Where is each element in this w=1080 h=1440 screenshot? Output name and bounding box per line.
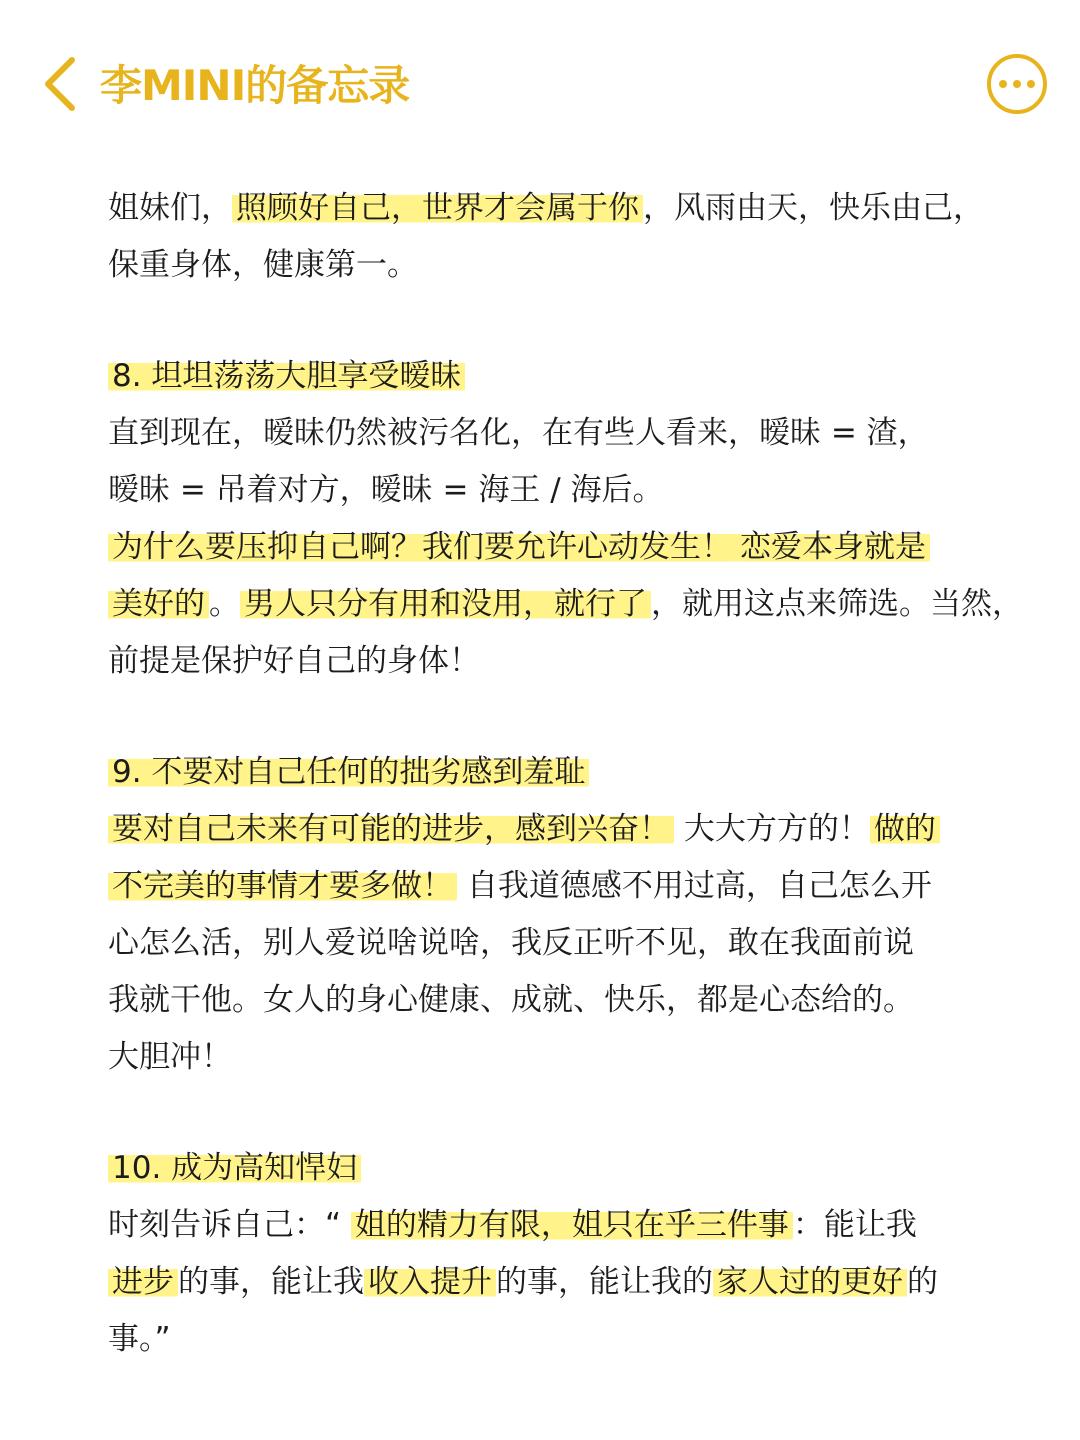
- text-line: 暧昧 = 吊着对方，暧昧 = 海王 / 海后。: [108, 472, 664, 508]
- text-span: 的事，能让我: [178, 1264, 364, 1300]
- text-line: [108, 180, 988, 237]
- highlight-text: 为什么要压抑自己啊？我们要允许心动发生！: [108, 529, 736, 565]
- text-span: 大大方方的！: [674, 811, 870, 847]
- highlight-text: 家人过的更好: [713, 1264, 907, 1300]
- text-span: ：能让我: [792, 1207, 917, 1243]
- back-button[interactable]: [34, 52, 86, 116]
- text-line: [108, 576, 1023, 633]
- section-heading-10: [108, 1140, 988, 1197]
- highlight-text: 照顾好自己，世界才会属于你: [232, 190, 643, 226]
- heading-text: 9. 不要对自己任何的拙劣感到羞耻: [108, 754, 589, 790]
- highlight-text: 恋爱本身就是: [736, 529, 930, 565]
- text-line: [108, 519, 988, 576]
- text-line: [108, 1197, 988, 1254]
- text-line: 直到现在，暧昧仍然被污名化，在有些人看来，暧昧 = 渣，: [108, 415, 929, 451]
- text-span: 自我道德感不用过高，自己怎么开: [457, 868, 932, 904]
- chevron-left-icon: [42, 56, 78, 112]
- text-line: 我就干他。女人的身心健康、成就、快乐，都是心态给的。: [108, 982, 914, 1018]
- more-horizontal-icon: [1027, 80, 1035, 88]
- text-line: [108, 801, 988, 858]
- more-horizontal-icon: [1013, 80, 1021, 88]
- heading-text: 10. 成为高知悍妇: [108, 1150, 361, 1186]
- note-body: [108, 180, 1023, 1368]
- text-span: 的: [907, 1264, 938, 1300]
- text-line: [108, 858, 988, 915]
- page-title: 李MINI的备忘录: [100, 61, 410, 110]
- text-span: 姐妹们，: [108, 190, 232, 226]
- text-line: 保重身体，健康第一。: [108, 247, 418, 283]
- text-span: ，风雨由天，快乐由己，: [643, 190, 984, 226]
- text-span: 时刻告诉自己：“: [108, 1207, 351, 1243]
- heading-text: 8. 坦坦荡荡大胆享受暧昧: [108, 358, 465, 394]
- text-span: 。: [209, 586, 240, 622]
- section-heading-8: [108, 348, 988, 405]
- text-line: 大胆冲！: [108, 1039, 232, 1075]
- highlight-text: 要对自己未来有可能的进步，感到兴奋！: [108, 811, 674, 847]
- highlight-text: 姐的精力有限，姐只在乎三件事: [351, 1207, 793, 1243]
- highlight-text: 男人只分有用和没用，就行了: [240, 586, 651, 622]
- more-options-button[interactable]: [987, 54, 1047, 114]
- text-line: 前提是保护好自己的身体！: [108, 643, 480, 679]
- text-line: 心怎么活，别人爱说啥说啥，我反正听不见，敢在我面前说: [108, 925, 914, 961]
- text-line: [108, 1254, 988, 1311]
- highlight-text: 做的: [870, 811, 940, 847]
- section-heading-9: [108, 744, 988, 801]
- text-line: 事。”: [108, 1321, 171, 1357]
- highlight-text: 不完美的事情才要多做！: [108, 868, 457, 904]
- highlight-text: 美好的: [108, 586, 209, 622]
- text-span: ，就用这点来筛选。当然，: [651, 586, 1023, 622]
- text-span: 的事，能让我的: [496, 1264, 713, 1300]
- more-horizontal-icon: [999, 80, 1007, 88]
- header-bar: [0, 0, 1080, 170]
- highlight-text: 进步: [108, 1264, 178, 1300]
- highlight-text: 收入提升: [364, 1264, 496, 1300]
